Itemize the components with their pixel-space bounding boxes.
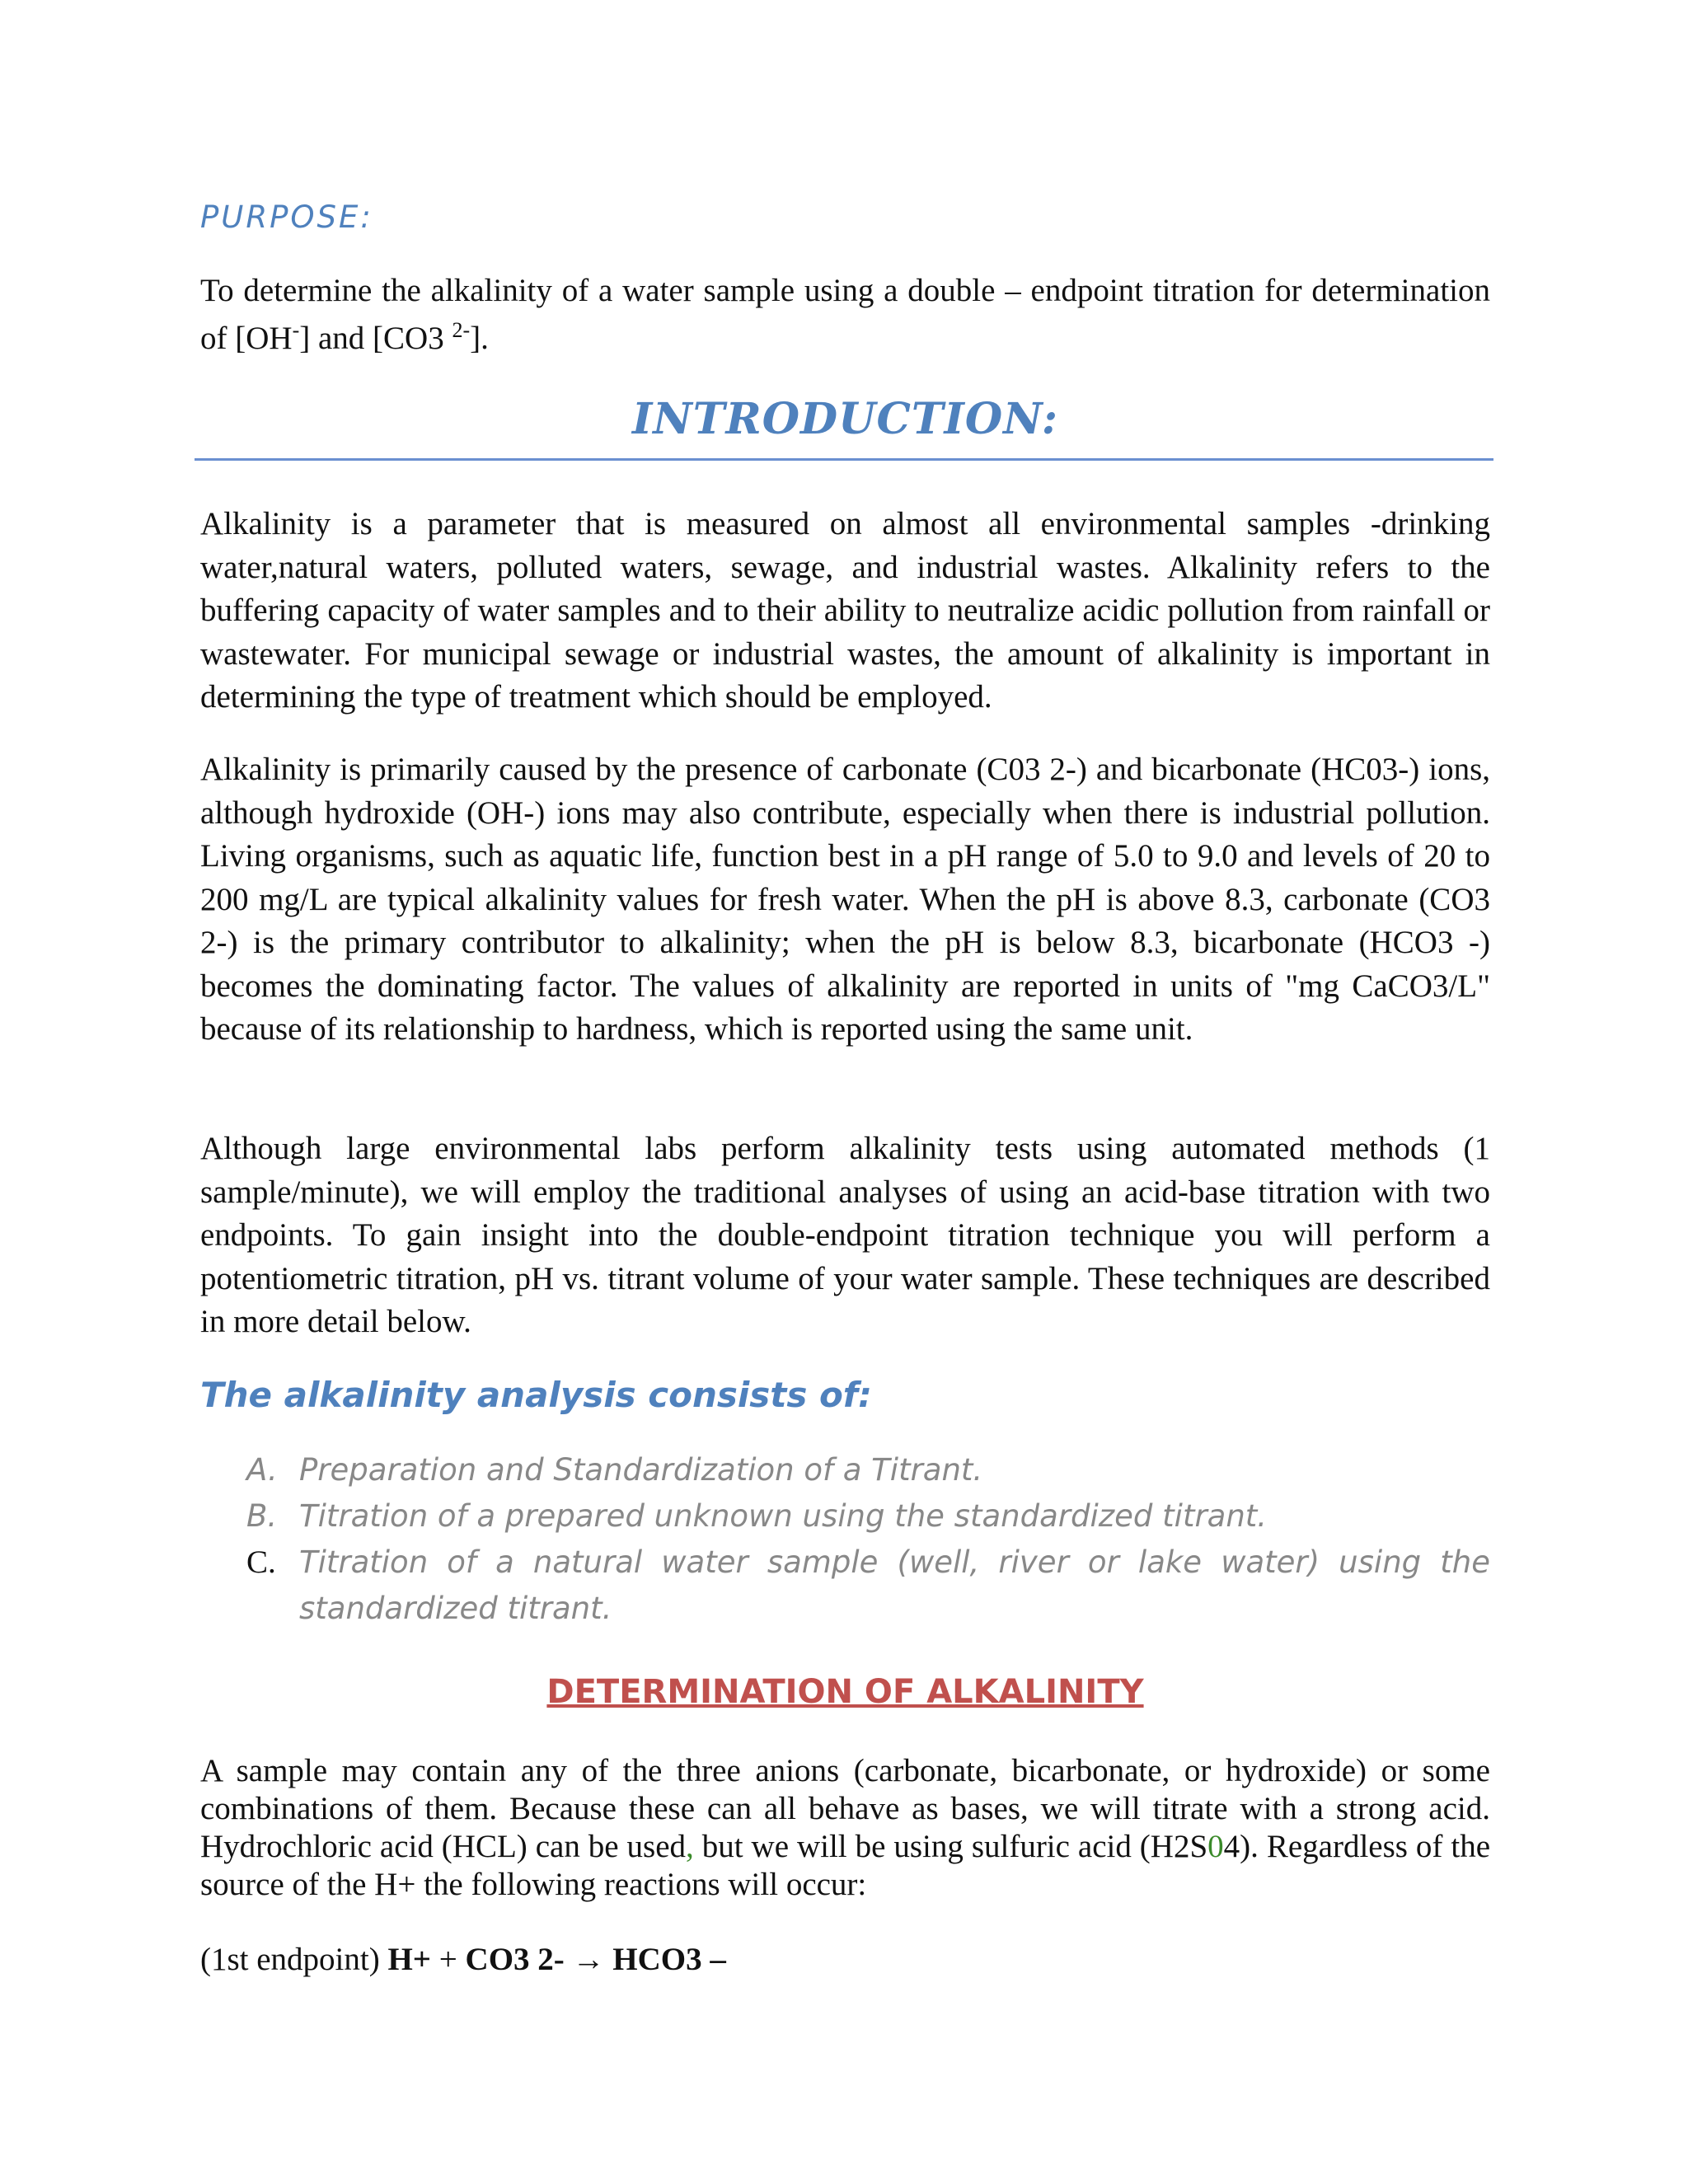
determination-paragraph	[200, 1752, 1490, 1904]
reaction-products: CO3 2- → HCO3 –	[465, 1942, 726, 1977]
list-item	[200, 1447, 1490, 1493]
heading-divider	[195, 458, 1493, 461]
list-marker: B.	[246, 1498, 278, 1534]
reaction-label: (1st endpoint)	[200, 1942, 388, 1977]
purpose-text-part: To determine the alkalinity of a water sample using a double – endpoint titration for determination of [OH	[200, 273, 1490, 356]
superscript: -	[292, 318, 300, 342]
superscript: 2-	[452, 318, 471, 342]
reaction-hydrogen: H+	[387, 1942, 432, 1977]
list-marker: C.	[246, 1544, 276, 1580]
reaction-equation	[200, 1941, 726, 1978]
list-item	[200, 1540, 1490, 1632]
determination-heading: DETERMINATION OF ALKALINITY	[546, 1673, 1144, 1711]
determination-text-part: but we will be using sulfuric acid (H2S	[693, 1829, 1208, 1864]
list-marker: A.	[246, 1452, 278, 1488]
purpose-text-part: ] and [CO3	[299, 321, 452, 356]
purpose-text	[200, 267, 1490, 363]
green-zero: 0	[1207, 1829, 1224, 1864]
list-item-text: Titration of a prepared unknown using the standardized titrant.	[299, 1498, 1268, 1534]
intro-paragraph-1: Alkalinity is a parameter that is measured on almost all environmental samples -drinking water,natural waters, polluted waters, sewage, and industrial wastes. Alkalinity refers to the buffering capacity of water samples and to their ability to neutralize acidic pollution from rainfall or wastewater. For municipal sewage or industrial wastes, the amount of alkalinity is important in determining the type of treatment which should be employed.	[200, 506, 1490, 715]
list-item-text: Titration of a natural water sample (well, river or lake water) using the standardized titrant.	[299, 1544, 1490, 1626]
determination-text-part: A sample may contain any of the three anions (carbonate, bicarbonate, or hydroxide) or some combinations of them. Because these can all behave as bases, we will titrate with a strong acid. Hydrochloric acid (HCL) can be used	[200, 1753, 1490, 1864]
determination-text-part: 4). Regardless of the source of the H+ the following reactions will occur:	[200, 1829, 1491, 1902]
intro-paragraph-3: Although large environmental labs perform alkalinity tests using automated methods (1 sample/minute), we will employ the traditional analyses of using an acid-base titration with two endpoints. To gain insight into the double-endpoint titration technique you will perform a potentiometric titration, pH vs. titrant volume of your water sample. These techniques are described in more detail below.	[200, 1131, 1490, 1339]
reaction-plus: +	[431, 1942, 466, 1977]
list-item	[200, 1493, 1490, 1540]
purpose-heading: PURPOSE:	[200, 199, 373, 235]
analysis-heading: The alkalinity analysis consists of:	[200, 1375, 872, 1415]
intro-paragraph-2: Alkalinity is primarily caused by the presence of carbonate (C03 2-) and bicarbonate (HC03-) ions, although hydroxide (OH-) ions may also contribute, especially when there is industrial pollution. Living organisms, such as aquatic life, function best in a pH range of 5.0 to 9.0 and levels of 20 to 200 mg/L are typical alkalinity values for fresh water. When the pH is above 8.3, carbonate (CO3 2-) is the primary contributor to alkalinity; when the pH is below 8.3, bicarbonate (HCO3 -) becomes the dominating factor. The values of alkalinity are reported in units of "mg CaCO3/L" because of its relationship to hardness, which is reported using the same unit.	[200, 752, 1490, 1047]
list-item-text: Preparation and Standardization of a Titrant.	[299, 1452, 983, 1488]
green-comma: ,	[686, 1829, 694, 1864]
purpose-text-part: ].	[470, 321, 489, 356]
analysis-list	[200, 1447, 1490, 1632]
introduction-heading: INTRODUCTION:	[631, 394, 1059, 444]
